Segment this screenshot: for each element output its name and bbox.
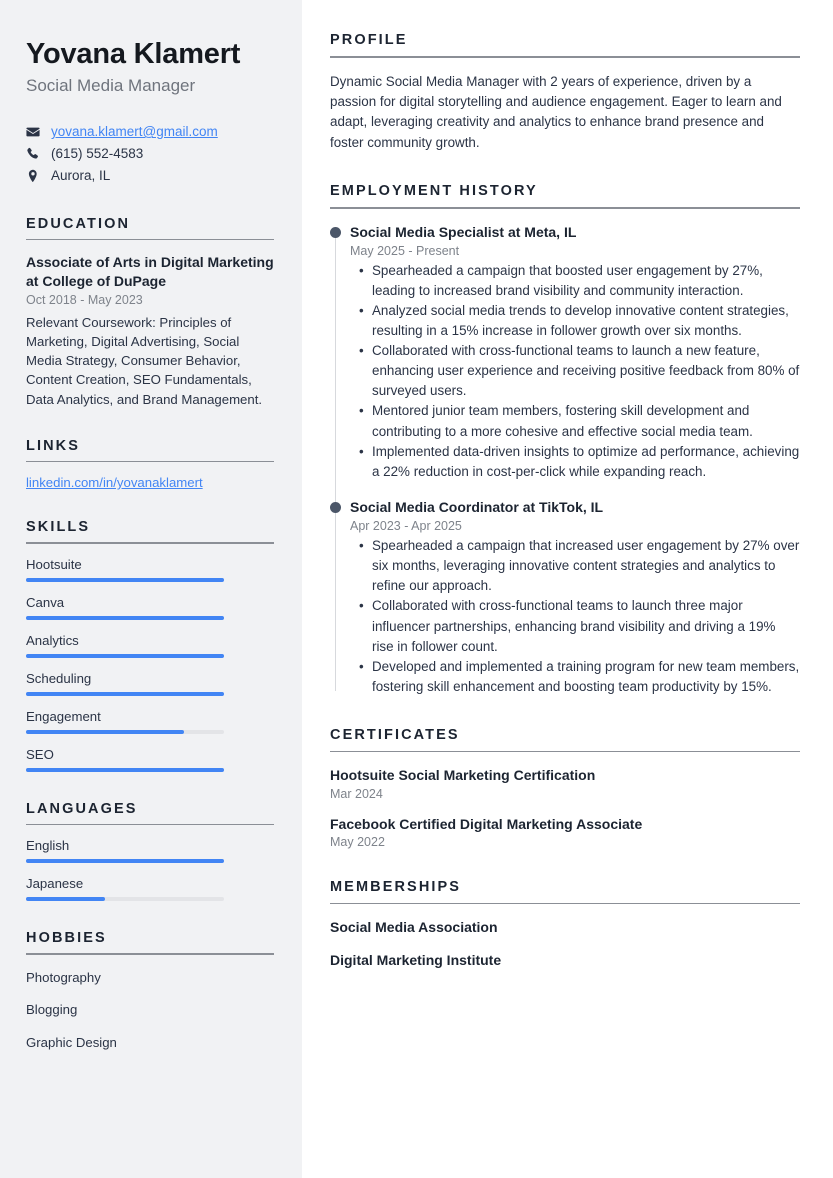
employment-bullet: • Mentored junior team members, fostering skill development and contributing to a more cohesive and effective social media team. xyxy=(372,401,800,441)
section-divider xyxy=(330,751,800,753)
candidate-name: Yovana Klamert xyxy=(26,38,241,70)
employment-bullet: • Developed and implemented a training program for new team members, fostering skill enhancement and boosting team productivity by 15%. xyxy=(372,657,800,697)
section-divider xyxy=(330,207,800,209)
employment-bullet: • Implemented data-driven insights to optimize ad performance, achieving a 22% reduction in cost-per-click while expanding reach. xyxy=(372,442,800,482)
timeline-dot-icon xyxy=(330,502,341,513)
skill-item xyxy=(26,595,274,620)
certificate-date: May 2022 xyxy=(330,834,385,849)
employment-date: May 2025 - Present xyxy=(350,243,460,258)
language-level-bar xyxy=(26,859,224,863)
employment-entry xyxy=(350,223,800,482)
section-heading-memberships: MEMBERSHIPS xyxy=(330,878,462,895)
hobby-item: Graphic Design xyxy=(26,1034,117,1050)
employment-bullet: • Collaborated with cross-functional teams to launch three major influencer partnerships, enhancing brand visibility and driving a 19% rise in follower count. xyxy=(372,596,800,656)
skill-level-fill xyxy=(26,730,184,734)
skill-item xyxy=(26,709,274,734)
employment-title: Social Media Specialist at Meta, IL xyxy=(350,223,577,240)
section-heading-languages: LANGUAGES xyxy=(26,800,138,817)
membership-entry: Digital Marketing Institute xyxy=(330,951,502,968)
timeline-dot-icon xyxy=(330,227,341,238)
skill-level-fill xyxy=(26,768,224,772)
language-label: Japanese xyxy=(26,876,84,892)
skill-item xyxy=(26,747,274,772)
membership-entry: Social Media Association xyxy=(330,919,498,936)
section-divider xyxy=(26,824,274,826)
skill-level-bar xyxy=(26,730,224,734)
skill-item xyxy=(26,671,274,696)
skill-level-bar xyxy=(26,768,224,772)
hobby-item: Blogging xyxy=(26,1002,78,1018)
language-level-fill xyxy=(26,859,224,863)
skill-label: Canva xyxy=(26,594,65,610)
employment-date: Apr 2023 - Apr 2025 xyxy=(350,519,462,534)
skill-label: Analytics xyxy=(26,632,79,648)
section-memberships xyxy=(330,879,800,969)
resume-sidebar xyxy=(0,0,302,1178)
employment-bullets xyxy=(350,261,800,482)
section-divider xyxy=(26,461,274,463)
skill-level-fill xyxy=(26,616,224,620)
education-description: Relevant Coursework: Principles of Marketing, Digital Advertising, Social Media Strategy, Consumer Behavior, Content Creation, SEO Fundamentals, Data Analytics, and Brand Management. xyxy=(26,315,263,407)
employment-bullet: • Spearheaded a campaign that boosted user engagement by 27%, leading to increased brand visibility and community interaction. xyxy=(372,261,800,301)
section-divider xyxy=(26,953,274,955)
section-divider xyxy=(330,903,800,905)
section-certificates xyxy=(330,727,800,849)
skill-level-bar xyxy=(26,654,224,658)
education-date: Oct 2018 - May 2023 xyxy=(26,293,143,308)
certificate-entry xyxy=(330,815,800,849)
link-item-linkedin[interactable]: linkedin.com/in/yovanaklamert xyxy=(26,475,203,491)
contact-location-text: Aurora, IL xyxy=(51,168,111,184)
skill-level-bar xyxy=(26,578,224,582)
section-heading-links: LINKS xyxy=(26,437,80,454)
candidate-job-title: Social Media Manager xyxy=(26,76,196,96)
section-divider xyxy=(26,239,274,241)
skill-level-fill xyxy=(26,654,224,658)
section-heading-skills: SKILLS xyxy=(26,519,91,536)
hobby-item: Photography xyxy=(26,969,101,985)
language-item xyxy=(26,838,274,863)
skill-label: Hootsuite xyxy=(26,556,82,572)
skill-level-bar xyxy=(26,692,224,696)
section-heading-employment: EMPLOYMENT HISTORY xyxy=(330,183,538,199)
section-profile xyxy=(330,32,800,153)
section-heading-hobbies: HOBBIES xyxy=(26,930,107,947)
skill-item xyxy=(26,557,274,582)
skill-label: SEO xyxy=(26,746,54,762)
resume-main-column xyxy=(302,0,833,983)
section-hobbies xyxy=(26,930,274,1051)
certificate-title: Hootsuite Social Marketing Certification xyxy=(330,767,596,784)
skill-label: Engagement xyxy=(26,708,101,724)
certificate-title: Facebook Certified Digital Marketing Associate xyxy=(330,815,643,832)
section-divider xyxy=(330,56,800,58)
profile-text: Dynamic Social Media Manager with 2 years of experience, driven by a passion for digital storytelling and audience engagement. Eager to learn and adapt, leveraging creativity and analytics to enhance brand presence and foster community growth. xyxy=(330,73,782,150)
contact-email-text[interactable]: yovana.klamert@gmail.com xyxy=(51,124,218,140)
section-links xyxy=(26,438,274,491)
skill-level-bar xyxy=(26,616,224,620)
skill-item xyxy=(26,633,274,658)
section-heading-certificates: CERTIFICATES xyxy=(330,726,460,743)
section-education xyxy=(26,216,274,409)
employment-bullets xyxy=(350,536,800,697)
section-heading-profile: PROFILE xyxy=(330,32,408,48)
skill-level-fill xyxy=(26,578,224,582)
contact-list xyxy=(26,122,274,187)
education-entry xyxy=(26,253,274,408)
certificate-entry xyxy=(330,766,800,800)
language-level-bar xyxy=(26,897,224,901)
employment-title: Social Media Coordinator at TikTok, IL xyxy=(350,498,604,515)
contact-phone xyxy=(26,144,274,165)
section-skills xyxy=(26,519,274,772)
contact-email[interactable] xyxy=(26,122,274,143)
language-label: English xyxy=(26,838,70,854)
section-divider xyxy=(26,542,274,544)
section-languages xyxy=(26,801,274,902)
language-level-fill xyxy=(26,897,105,901)
education-title: Associate of Arts in Digital Marketing at College of DuPage xyxy=(26,254,274,290)
section-heading-education: EDUCATION xyxy=(26,215,131,232)
contact-phone-text: (615) 552-4583 xyxy=(51,146,144,162)
skill-label: Scheduling xyxy=(26,670,92,686)
phone-icon xyxy=(26,147,43,161)
employment-timeline xyxy=(330,223,800,697)
contact-location xyxy=(26,166,274,187)
skill-level-fill xyxy=(26,692,224,696)
location-pin-icon xyxy=(26,169,43,183)
language-item xyxy=(26,876,274,901)
section-employment-history xyxy=(330,183,800,697)
certificate-date: Mar 2024 xyxy=(330,786,383,801)
employment-bullet: • Analyzed social media trends to develop innovative content strategies, resulting in a 15% increase in follower growth over six months. xyxy=(372,301,800,341)
employment-bullet: • Collaborated with cross-functional teams to launch a new feature, enhancing user experience and receiving positive feedback from 80% of surveyed users. xyxy=(372,341,800,401)
envelope-icon xyxy=(26,125,43,139)
employment-bullet: • Spearheaded a campaign that increased user engagement by 27% over six months, leveraging innovative content strategies and analytics to refine our approach. xyxy=(372,536,800,596)
employment-entry xyxy=(350,498,800,697)
